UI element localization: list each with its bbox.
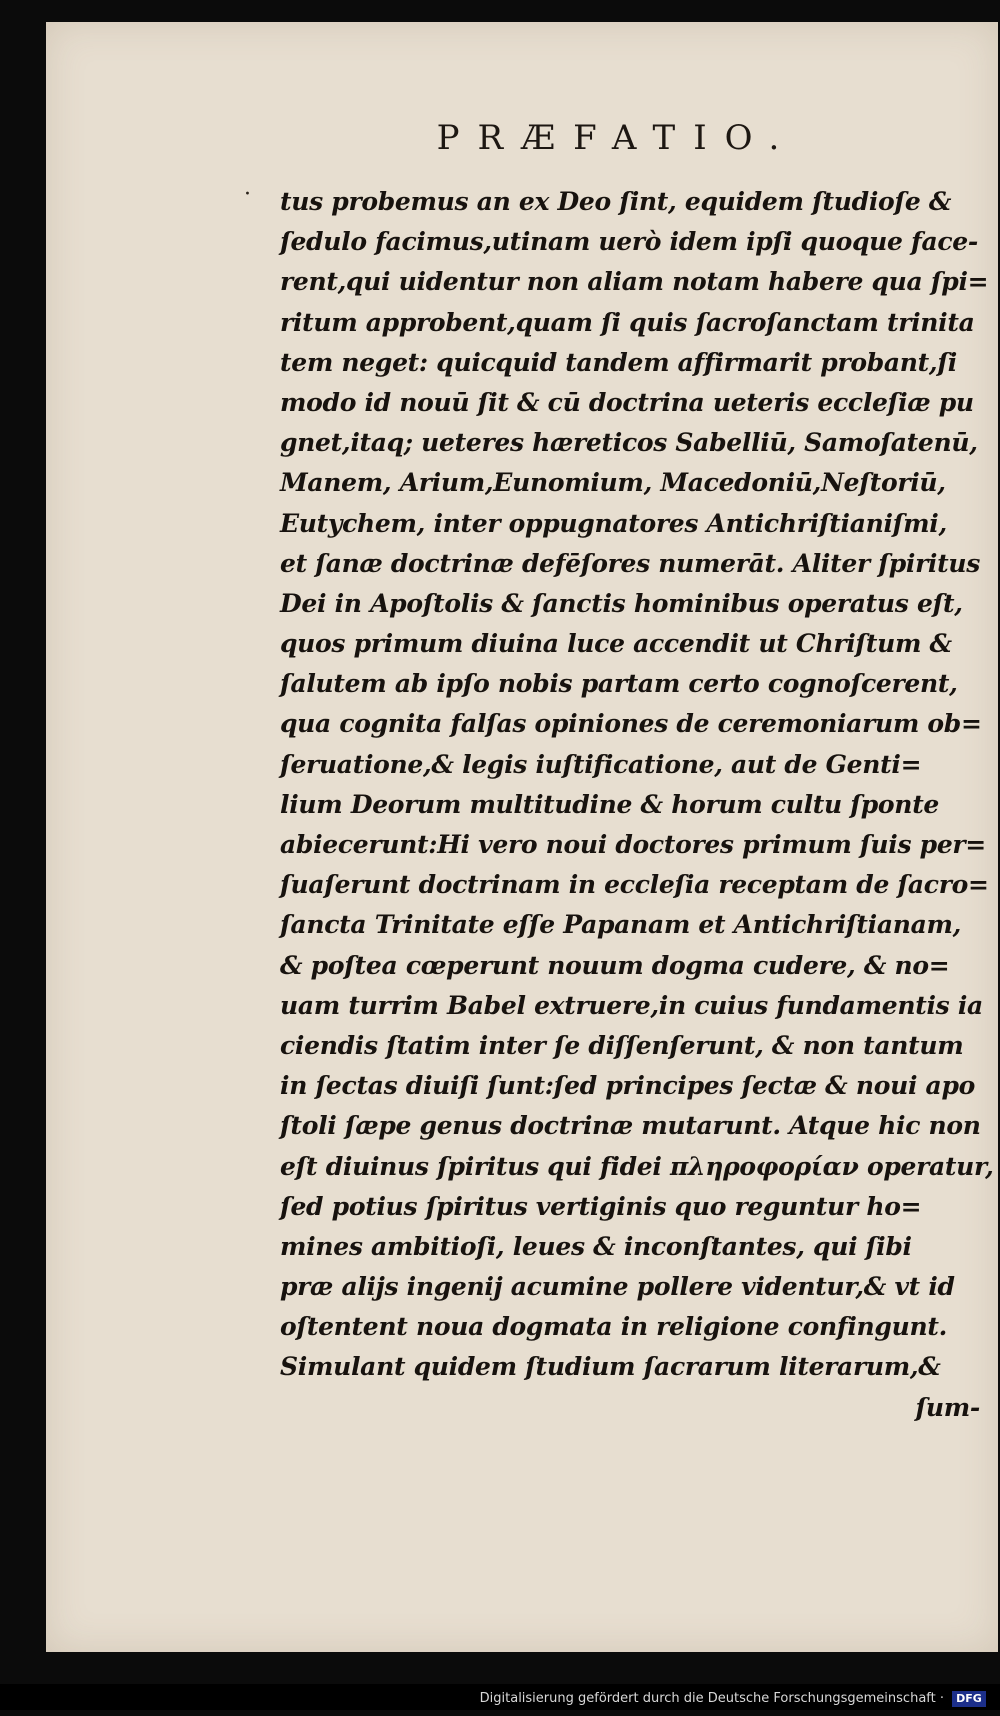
text-line: ciendis ſtatim inter ſe diſſenſerunt, & non tantum <box>280 1030 964 1060</box>
text-line: præ alijs ingenij acumine pollere videntur,& vt id <box>280 1272 955 1302</box>
text-line: oſtentent noua dogmata in religione confingunt. <box>280 1312 947 1342</box>
text-line: rent,qui uidentur non aliam notam habere qua ſpi= <box>280 267 989 297</box>
text-line: gnet,itaq; ueteres hæreticos Sabelliū, Samoſatenū, <box>280 428 978 458</box>
text-line: Dei in Apoſtolis & ſanctis hominibus operatus eſt, <box>280 588 963 618</box>
marginal-mark: · <box>244 182 251 207</box>
text-line: eſt diuinus ſpiritus qui fidei πληροφορίαν operatur, <box>280 1151 994 1181</box>
text-line: tem neget: quicquid tandem affirmarit probant,ſi <box>280 347 957 377</box>
text-line: ſancta Trinitate eſſe Papanam et Antichriſtianam, <box>280 910 962 940</box>
text-line: Eutychem, inter oppugnatores Antichriſtianiſmi, <box>280 508 947 538</box>
text-line: ſeruatione,& legis iuſtificatione, aut de Genti= <box>280 749 922 779</box>
dfg-logo-icon: DFG <box>952 1691 986 1707</box>
running-head: PRÆFATIO. <box>436 118 798 158</box>
book-page <box>46 22 998 1652</box>
text-line: qua cognita falſas opiniones de ceremoniarum ob= <box>280 709 982 739</box>
text-line: lium Deorum multitudine & horum cultu ſponte <box>280 789 940 819</box>
text-line: Manem, Arium,Eunomium, Macedoniū,Neſtoriū, <box>280 468 946 498</box>
text-line: uam turrim Babel extruere,in cuius fundamentis ia <box>280 990 983 1020</box>
text-line: & poſtea cœperunt nouum dogma cudere, & no= <box>280 950 950 980</box>
text-line: ſalutem ab ipſo nobis partam certo cognoſcerent, <box>280 669 958 699</box>
text-line: quos primum diuina luce accendit ut Chriſtum & <box>280 629 952 659</box>
text-line: ſedulo facimus,utinam uerò idem ipſi quoque face- <box>280 227 978 257</box>
text-line: ritum approbent,quam ſi quis ſacroſanctam trinita <box>280 307 975 337</box>
text-line: Simulant quidem ſtudium ſacrarum literarum,& <box>280 1352 941 1382</box>
text-line: modo id nouū ſit & cū doctrina ueteris eccleſiæ pu <box>280 387 974 417</box>
text-line: ſed potius ſpiritus vertiginis quo reguntur ho= <box>280 1191 922 1221</box>
text-block <box>280 182 994 1428</box>
text-line: ſuaſerunt doctrinam in eccleſia receptam de ſacro= <box>280 870 989 900</box>
text-line: ſtoli ſæpe genus doctrinæ mutarunt. Atque hic non <box>280 1111 981 1141</box>
funding-credit: Digitalisierung gefördert durch die Deutsche Forschungsgemeinschaft · <box>479 1691 944 1706</box>
text-line: tus probemus an ex Deo ſint, equidem ſtudioſe & <box>280 187 952 216</box>
text-line: mines ambitioſi, leues & inconſtantes, qui ſibi <box>280 1231 912 1261</box>
catchword: ſum- <box>915 1392 980 1422</box>
text-line: abiecerunt:Hi vero noui doctores primum ſuis per= <box>280 830 986 859</box>
text-line: in ſectas diuiſi ſunt:ſed principes ſectæ & noui apo <box>280 1071 976 1101</box>
text-line: et ſanæ doctrinæ defēſores numerāt. Aliter ſpiritus <box>280 548 981 578</box>
